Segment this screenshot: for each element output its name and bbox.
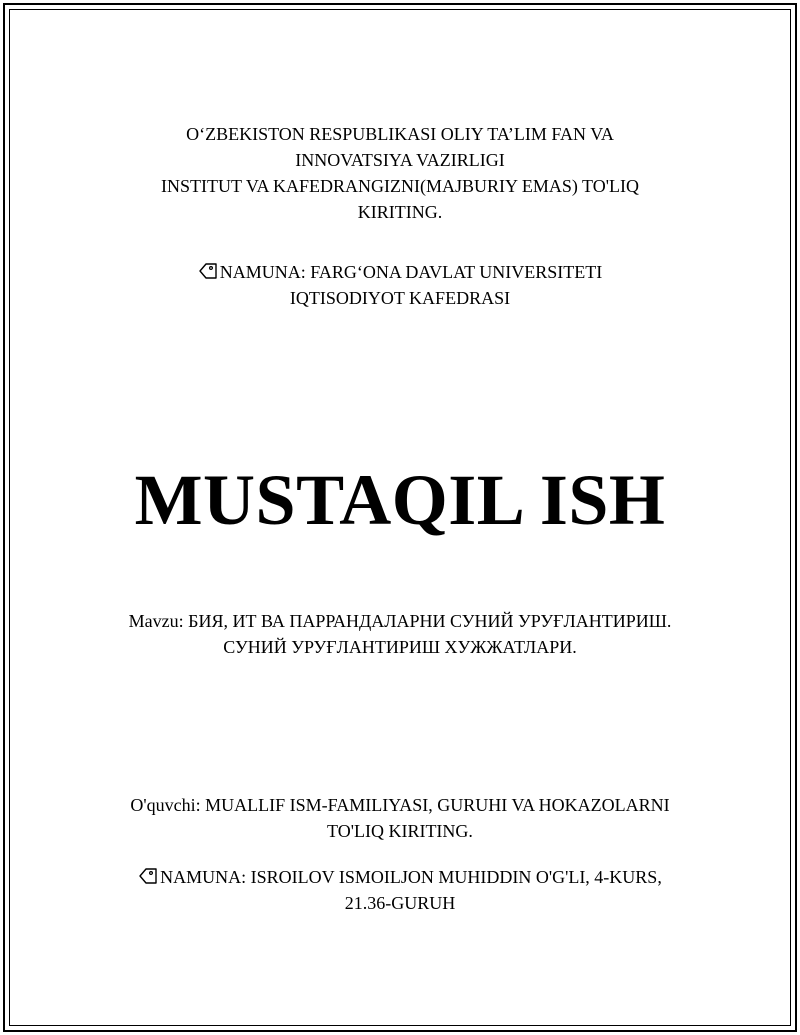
- ministry-header: [0, 121, 800, 225]
- topic-text: БИЯ, ИТ ВА ПАРРАНДАЛАРНИ СУНИЙ УРУҒЛАНТИРИШ.: [188, 611, 672, 631]
- author-sample-line: [0, 864, 800, 890]
- author-sample: [0, 864, 800, 916]
- topic-label: Mavzu:: [128, 611, 189, 631]
- author-sample-line: 21.36-GURUH: [344, 893, 456, 913]
- tag-icon: [198, 262, 218, 280]
- author-block: [0, 792, 800, 844]
- institution-sample-line: IQTISODIYOT KAFEDRASI: [289, 288, 511, 308]
- author-label: O'quvchi:: [130, 795, 206, 815]
- document-title: MUSTAQIL ISH: [134, 460, 666, 540]
- tag-icon: [138, 867, 158, 885]
- topic-block: [0, 608, 800, 660]
- author-text: MUALLIF ISM-FAMILIYASI, GURUHI VA HOKAZOLARNI: [205, 795, 670, 815]
- institution-sample: [0, 259, 800, 311]
- header-line: INNOVATSIYA VAZIRLIGI: [295, 150, 505, 170]
- author-line: [0, 792, 800, 818]
- author-sample-text: NAMUNA: ISROILOV ISMOILJON MUHIDDIN O'G'LI, 4-KURS,: [160, 867, 662, 887]
- topic-line: [0, 608, 800, 634]
- topic-line: СУНИЙ УРУҒЛАНТИРИШ ХУЖЖАТЛАРИ.: [223, 637, 577, 657]
- header-line: O‘ZBEKISTON RESPUBLIKASI OLIY TA’LIM FAN VA: [186, 124, 614, 144]
- header-line: INSTITUT VA KAFEDRANGIZNI(MAJBURIY EMAS) TO'LIQ: [161, 176, 639, 196]
- header-line: KIRITING.: [357, 202, 443, 222]
- institution-sample-text: NAMUNA: FARG‘ONA DAVLAT UNIVERSITETI: [219, 262, 603, 282]
- institution-sample-line: [0, 259, 800, 285]
- author-line: TO'LIQ KIRITING.: [327, 821, 473, 841]
